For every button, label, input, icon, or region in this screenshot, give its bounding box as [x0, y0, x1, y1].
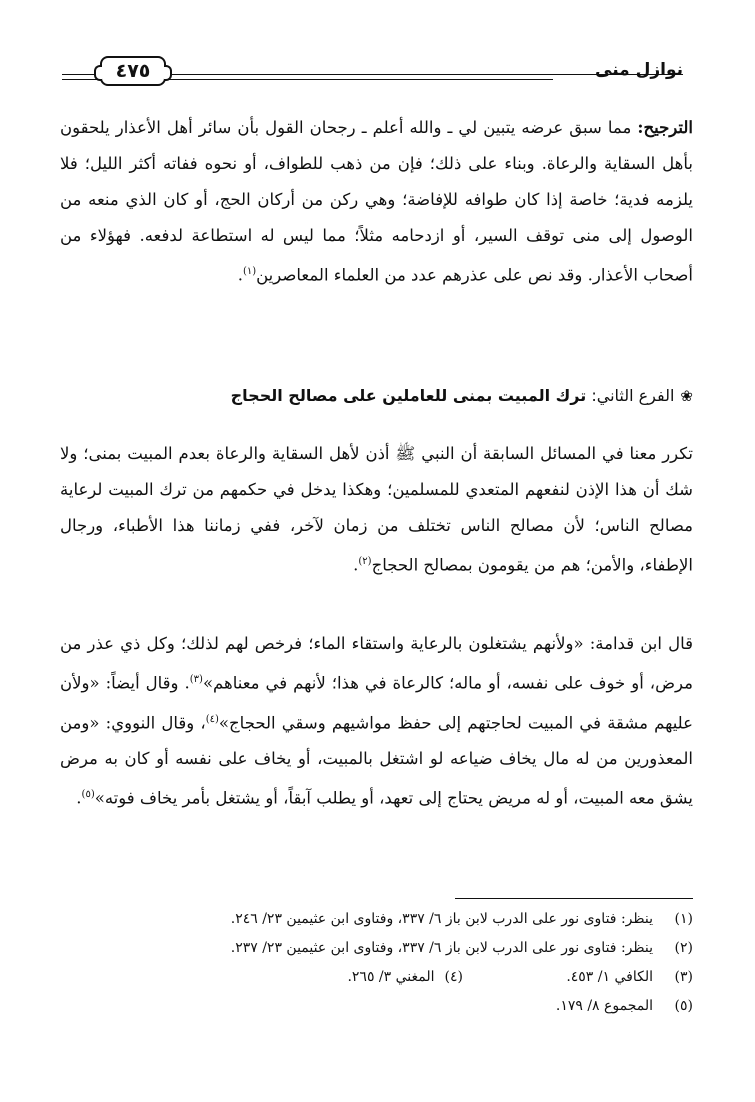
paragraph-lead: الترجيح:: [637, 118, 693, 137]
running-title: نوازل منى: [595, 60, 683, 80]
footnote-separator: [455, 898, 693, 899]
section-label: الفرع الثاني:: [591, 386, 675, 405]
page-header: [62, 52, 683, 92]
footnote: [463, 963, 693, 992]
footnote-text: ينظر: فتاوى نور على الدرب لابن باز ٦/ ٣٣٧، وفتاوى ابن عثيمين ٢٣/ ٢٤٦.: [230, 911, 653, 927]
footnote: [60, 934, 693, 963]
paragraph-end: .: [353, 555, 359, 575]
footnotes: [60, 905, 693, 1021]
footnote-ref: (٢): [358, 556, 372, 567]
paragraph-end: .: [237, 265, 243, 285]
quote-ibn-qudama-2: . وقال أيضاً: «ولأن عليهم مشقة في المبيت لحاجتهم إلى حفظ مواشيهم وسقي الحجاج»: [60, 673, 693, 732]
footnote-ref: (٣): [189, 674, 203, 685]
paragraph-text: مما سبق عرضه يتبين لي ـ والله أعلم ـ رجحان القول بأن سائر أهل الأعذار يلحقون بأهل السقاية والرعاة. وبناء على ذلك؛ فإن من ذهب للطواف، أو نحوه ففاته أكثر الليل؛ فلا يلزمه فدية؛ خاصة إذا كان طوافه للإفاضة؛ وهي ركن من أركان الحج، أو كان الذي منعه من الوصول إلى منى توقف السير، أو ازدحامه مثلاً؛ مما ليس له استطاعة لدفعه. فهؤلاء من أصحاب الأعذار. وقد نص على عذرهم عدد من العلماء المعاصرين: [60, 118, 693, 285]
flower-icon: ❀: [680, 387, 693, 405]
footnote-text: المجموع ٨/ ١٧٩.: [555, 998, 653, 1014]
paragraph-workers: [60, 436, 693, 584]
page-number: ٤٧٥: [100, 56, 166, 86]
footnote-text: ينظر: فتاوى نور على الدرب لابن باز ٦/ ٣٣٧، وفتاوى ابن عثيمين ٢٣/ ٢٣٧.: [230, 940, 653, 956]
footnote-ref: (١): [242, 266, 257, 277]
footnote-ref: (٤): [205, 713, 219, 725]
paragraph-tarjih: [60, 110, 693, 294]
paragraph-text: تكرر معنا في المسائل السابقة أن النبي ﷺ أذن لأهل السقاية والرعاة بعدم المبيت بمنى؛ ولا شك أن هذا الإذن لنفعهم المتعدي للمسلمين؛ وهكذا يدخل في حكمهم من ترك المبيت لرعاية مصالح الناس؛ لأن مصالح الناس تختلف من زمان لآخر، ففي زماننا هذا الأطباء، ورجال الإطفاء، والأمن؛ هم من يقومون بمصالح الحجاج: [60, 444, 693, 575]
footnote: [347, 963, 463, 992]
paragraph-quotes: [60, 626, 693, 817]
footnote-ref: (٥): [81, 789, 95, 800]
quote-ibn-qudama: قال ابن قدامة: «ولأنهم يشتغلون بالرعاية واستقاء الماء؛ فرخص لهم لذلك؛ وكل ذي عذر من مرض، أو خوف على نفسه، أو ماله؛ كالرعاة في هذا؛ لأنهم في معناهم»: [60, 634, 693, 693]
quote-nawawi: ، وقال النووي: «ومن المعذورين من له مال يخاف ضياعه لو اشتغل بالمبيت، أو يخاف على نفسه أو كان به مرض يشق معه المبيت، أو له مريض يحتاج إلى تعهد، أو يطلب آبقاً، أو يشتغل بأمر يخاف فوته»: [60, 713, 693, 808]
footnote-text: الكافي ١/ ٤٥٣.: [566, 969, 653, 985]
section-heading: [60, 386, 693, 405]
footnote-text: المغني ٣/ ٢٦٥.: [347, 969, 435, 985]
footnote: [60, 992, 693, 1021]
footnote-number: (٥): [674, 998, 693, 1014]
footnote-number: (٤): [444, 969, 463, 985]
footnote: [60, 905, 693, 934]
footnote-number: (١): [674, 911, 693, 927]
footnote-number: (٣): [674, 969, 693, 985]
paragraph-end: .: [76, 788, 82, 808]
footnote-pair: [60, 963, 693, 992]
section-title: ترك المبيت بمنى للعاملين على مصالح الحجاج: [230, 386, 587, 405]
footnote-number: (٢): [674, 940, 693, 956]
